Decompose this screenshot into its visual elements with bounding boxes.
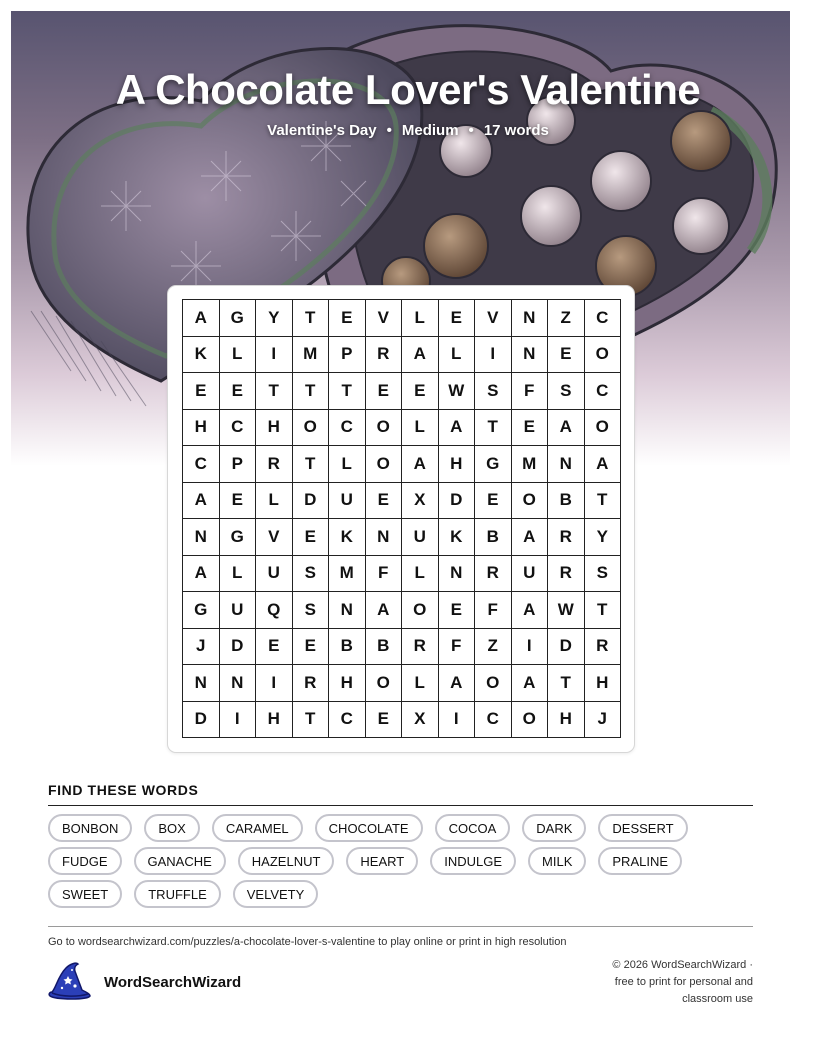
grid-cell[interactable]: L xyxy=(329,446,366,483)
wizard-hat-icon xyxy=(48,962,92,1002)
grid-cell[interactable]: H xyxy=(329,665,366,702)
grid-cell[interactable]: A xyxy=(366,592,403,629)
grid-cell[interactable]: A xyxy=(183,556,220,593)
grid-cell[interactable]: L xyxy=(220,337,257,374)
word-chip: SWEET xyxy=(48,880,122,908)
grid-cell[interactable]: H xyxy=(256,702,293,739)
grid-cell[interactable]: Q xyxy=(256,592,293,629)
grid-cell[interactable]: N xyxy=(366,519,403,556)
word-chip: CHOCOLATE xyxy=(315,814,423,842)
grid-cell[interactable]: C xyxy=(585,373,622,410)
grid-cell[interactable]: A xyxy=(439,410,476,447)
grid-cell[interactable]: E xyxy=(329,300,366,337)
grid-cell[interactable]: E xyxy=(439,592,476,629)
grid-cell[interactable]: C xyxy=(329,702,366,739)
grid-cell[interactable]: D xyxy=(548,629,585,666)
grid-cell[interactable]: Y xyxy=(585,519,622,556)
grid-cell[interactable]: O xyxy=(585,410,622,447)
grid-cell[interactable]: M xyxy=(329,556,366,593)
grid-cell[interactable]: P xyxy=(220,446,257,483)
grid-cell[interactable]: C xyxy=(183,446,220,483)
grid-cell[interactable]: L xyxy=(402,300,439,337)
word-chip: VELVETY xyxy=(233,880,319,908)
grid-cell[interactable]: U xyxy=(512,556,549,593)
word-chip: DARK xyxy=(522,814,586,842)
grid-cell[interactable]: D xyxy=(183,702,220,739)
grid-cell[interactable]: N xyxy=(183,665,220,702)
word-chip: CARAMEL xyxy=(212,814,303,842)
grid-cell[interactable]: T xyxy=(256,373,293,410)
word-chip: BONBON xyxy=(48,814,132,842)
grid-cell[interactable]: E xyxy=(402,373,439,410)
grid-cell[interactable]: T xyxy=(293,373,330,410)
grid-cell[interactable]: B xyxy=(329,629,366,666)
word-chip: TRUFFLE xyxy=(134,880,221,908)
grid-cell[interactable]: O xyxy=(366,446,403,483)
copyright-line: classroom use xyxy=(682,993,753,1005)
grid-cell[interactable]: T xyxy=(293,300,330,337)
grid-cell[interactable]: F xyxy=(475,592,512,629)
grid-cell[interactable]: R xyxy=(548,519,585,556)
grid-cell[interactable]: B xyxy=(548,483,585,520)
grid-cell[interactable]: M xyxy=(293,337,330,374)
grid-cell[interactable]: G xyxy=(183,592,220,629)
puzzle-title: A Chocolate Lover's Valentine xyxy=(115,66,701,113)
grid-cell[interactable]: E xyxy=(366,702,403,739)
grid-cell[interactable]: O xyxy=(512,483,549,520)
grid-cell[interactable]: K xyxy=(183,337,220,374)
grid-cell[interactable]: I xyxy=(439,702,476,739)
word-chip: INDULGE xyxy=(430,847,516,875)
grid-cell[interactable]: G xyxy=(220,519,257,556)
brand[interactable] xyxy=(48,962,241,1002)
word-chip: GANACHE xyxy=(134,847,226,875)
grid-cell[interactable]: N xyxy=(329,592,366,629)
grid-cell[interactable]: E xyxy=(439,300,476,337)
grid-cell[interactable]: R xyxy=(402,629,439,666)
grid-cell[interactable]: U xyxy=(402,519,439,556)
divider xyxy=(48,926,753,927)
grid-cell[interactable]: T xyxy=(475,410,512,447)
grid-cell[interactable]: C xyxy=(220,410,257,447)
grid-cell[interactable]: T xyxy=(293,702,330,739)
grid-cell[interactable]: O xyxy=(512,702,549,739)
word-list xyxy=(48,814,760,908)
grid-cell[interactable]: K xyxy=(439,519,476,556)
grid-cell[interactable]: R xyxy=(475,556,512,593)
grid-cell[interactable]: D xyxy=(439,483,476,520)
grid-cell[interactable]: O xyxy=(475,665,512,702)
grid-cell[interactable]: U xyxy=(220,592,257,629)
theme-label: Valentine's Day xyxy=(267,122,377,139)
grid-cell[interactable]: F xyxy=(439,629,476,666)
grid-cell[interactable]: N xyxy=(512,337,549,374)
grid-cell[interactable]: O xyxy=(402,592,439,629)
word-chip: MILK xyxy=(528,847,586,875)
grid-cell[interactable]: S xyxy=(293,556,330,593)
grid-cell[interactable]: T xyxy=(548,665,585,702)
grid-cell[interactable]: B xyxy=(475,519,512,556)
play-online-text[interactable]: Go to wordsearchwizard.com/puzzles/a-chocolate-lover-s-valentine to play online or print in high resolution xyxy=(48,936,567,948)
find-words-heading: FIND THESE WORDS xyxy=(48,782,199,798)
grid-cell[interactable]: H xyxy=(439,446,476,483)
grid-cell[interactable]: V xyxy=(366,300,403,337)
grid-cell[interactable]: G xyxy=(475,446,512,483)
grid-cell[interactable]: L xyxy=(402,410,439,447)
grid-cell[interactable]: L xyxy=(402,556,439,593)
grid-cell[interactable]: A xyxy=(512,592,549,629)
grid-cell[interactable]: C xyxy=(585,300,622,337)
grid-cell[interactable]: O xyxy=(293,410,330,447)
divider xyxy=(48,805,753,806)
grid-cell[interactable]: E xyxy=(256,629,293,666)
grid-cell[interactable]: A xyxy=(548,410,585,447)
grid-cell[interactable]: R xyxy=(256,446,293,483)
grid-cell[interactable]: E xyxy=(366,373,403,410)
grid-cell[interactable]: A xyxy=(439,665,476,702)
grid-cell[interactable]: S xyxy=(475,373,512,410)
grid-cell[interactable]: C xyxy=(329,410,366,447)
letter-grid xyxy=(182,299,621,738)
puzzle-meta xyxy=(0,122,816,139)
word-chip: COCOA xyxy=(435,814,511,842)
grid-cell[interactable]: C xyxy=(475,702,512,739)
grid-cell[interactable]: N xyxy=(439,556,476,593)
grid-cell[interactable]: H xyxy=(256,410,293,447)
grid-cell[interactable]: I xyxy=(220,702,257,739)
grid-cell[interactable]: A xyxy=(512,665,549,702)
grid-cell[interactable]: S xyxy=(585,556,622,593)
grid-cell[interactable]: Z xyxy=(548,300,585,337)
grid-cell[interactable]: H xyxy=(183,410,220,447)
grid-cell[interactable]: L xyxy=(256,483,293,520)
grid-cell[interactable]: I xyxy=(256,665,293,702)
separator-dot: • xyxy=(468,122,474,139)
grid-cell[interactable]: T xyxy=(293,446,330,483)
grid-cell[interactable]: I xyxy=(475,337,512,374)
grid-cell[interactable]: N xyxy=(548,446,585,483)
grid-cell[interactable]: U xyxy=(329,483,366,520)
grid-cell[interactable]: N xyxy=(220,665,257,702)
grid-cell[interactable]: E xyxy=(293,519,330,556)
grid-cell[interactable]: A xyxy=(512,519,549,556)
grid-cell[interactable]: E xyxy=(220,373,257,410)
grid-cell[interactable]: E xyxy=(512,410,549,447)
grid-cell[interactable]: F xyxy=(512,373,549,410)
word-chip: PRALINE xyxy=(598,847,682,875)
grid-cell[interactable]: R xyxy=(293,665,330,702)
grid-cell[interactable]: A xyxy=(183,300,220,337)
grid-cell[interactable]: R xyxy=(366,337,403,374)
grid-cell[interactable]: O xyxy=(585,337,622,374)
grid-cell[interactable]: X xyxy=(402,702,439,739)
copyright-notice xyxy=(553,957,753,1008)
grid-cell[interactable]: X xyxy=(402,483,439,520)
grid-cell[interactable]: L xyxy=(220,556,257,593)
grid-cell[interactable]: I xyxy=(256,337,293,374)
grid-cell[interactable]: W xyxy=(439,373,476,410)
grid-cell[interactable]: K xyxy=(329,519,366,556)
grid-cell[interactable]: Y xyxy=(256,300,293,337)
word-count-label: 17 words xyxy=(483,122,549,139)
grid-cell[interactable]: T xyxy=(585,592,622,629)
grid-cell[interactable]: A xyxy=(402,337,439,374)
grid-cell[interactable]: F xyxy=(366,556,403,593)
grid-cell[interactable]: Z xyxy=(475,629,512,666)
grid-cell[interactable]: D xyxy=(220,629,257,666)
grid-cell[interactable]: L xyxy=(439,337,476,374)
grid-cell[interactable]: G xyxy=(220,300,257,337)
grid-cell[interactable]: T xyxy=(329,373,366,410)
grid-cell[interactable]: T xyxy=(585,483,622,520)
grid-cell[interactable]: O xyxy=(366,665,403,702)
grid-cell[interactable]: B xyxy=(366,629,403,666)
grid-cell[interactable]: N xyxy=(183,519,220,556)
grid-cell[interactable]: E xyxy=(366,483,403,520)
difficulty-label: Medium xyxy=(401,122,459,139)
grid-cell[interactable]: R xyxy=(548,556,585,593)
grid-cell[interactable]: V xyxy=(475,300,512,337)
word-chip: FUDGE xyxy=(48,847,122,875)
grid-cell[interactable]: U xyxy=(256,556,293,593)
grid-cell[interactable]: E xyxy=(475,483,512,520)
copyright-line: © 2026 WordSearchWizard · xyxy=(612,959,753,971)
brand-name: WordSearchWizard xyxy=(104,973,242,991)
grid-cell[interactable]: N xyxy=(512,300,549,337)
word-chip: BOX xyxy=(144,814,199,842)
grid-cell[interactable]: E xyxy=(548,337,585,374)
grid-cell[interactable]: E xyxy=(293,629,330,666)
puzzle-card xyxy=(167,285,635,753)
grid-cell[interactable]: R xyxy=(585,629,622,666)
grid-cell[interactable]: A xyxy=(585,446,622,483)
grid-cell[interactable]: S xyxy=(548,373,585,410)
copyright-line: free to print for personal and xyxy=(614,976,753,988)
grid-cell[interactable]: H xyxy=(548,702,585,739)
grid-cell[interactable]: J xyxy=(585,702,622,739)
grid-cell[interactable]: I xyxy=(512,629,549,666)
word-chip: HEART xyxy=(346,847,418,875)
grid-cell[interactable]: A xyxy=(183,483,220,520)
grid-cell[interactable]: O xyxy=(366,410,403,447)
grid-cell[interactable]: M xyxy=(512,446,549,483)
grid-cell[interactable]: E xyxy=(220,483,257,520)
grid-cell[interactable]: J xyxy=(183,629,220,666)
grid-cell[interactable]: L xyxy=(402,665,439,702)
grid-cell[interactable]: D xyxy=(293,483,330,520)
separator-dot: • xyxy=(386,122,392,139)
grid-cell[interactable]: W xyxy=(548,592,585,629)
grid-cell[interactable]: E xyxy=(183,373,220,410)
grid-cell[interactable]: P xyxy=(329,337,366,374)
grid-cell[interactable]: A xyxy=(402,446,439,483)
grid-cell[interactable]: V xyxy=(256,519,293,556)
grid-cell[interactable]: H xyxy=(585,665,622,702)
grid-cell[interactable]: S xyxy=(293,592,330,629)
word-chip: HAZELNUT xyxy=(238,847,335,875)
word-chip: DESSERT xyxy=(598,814,687,842)
